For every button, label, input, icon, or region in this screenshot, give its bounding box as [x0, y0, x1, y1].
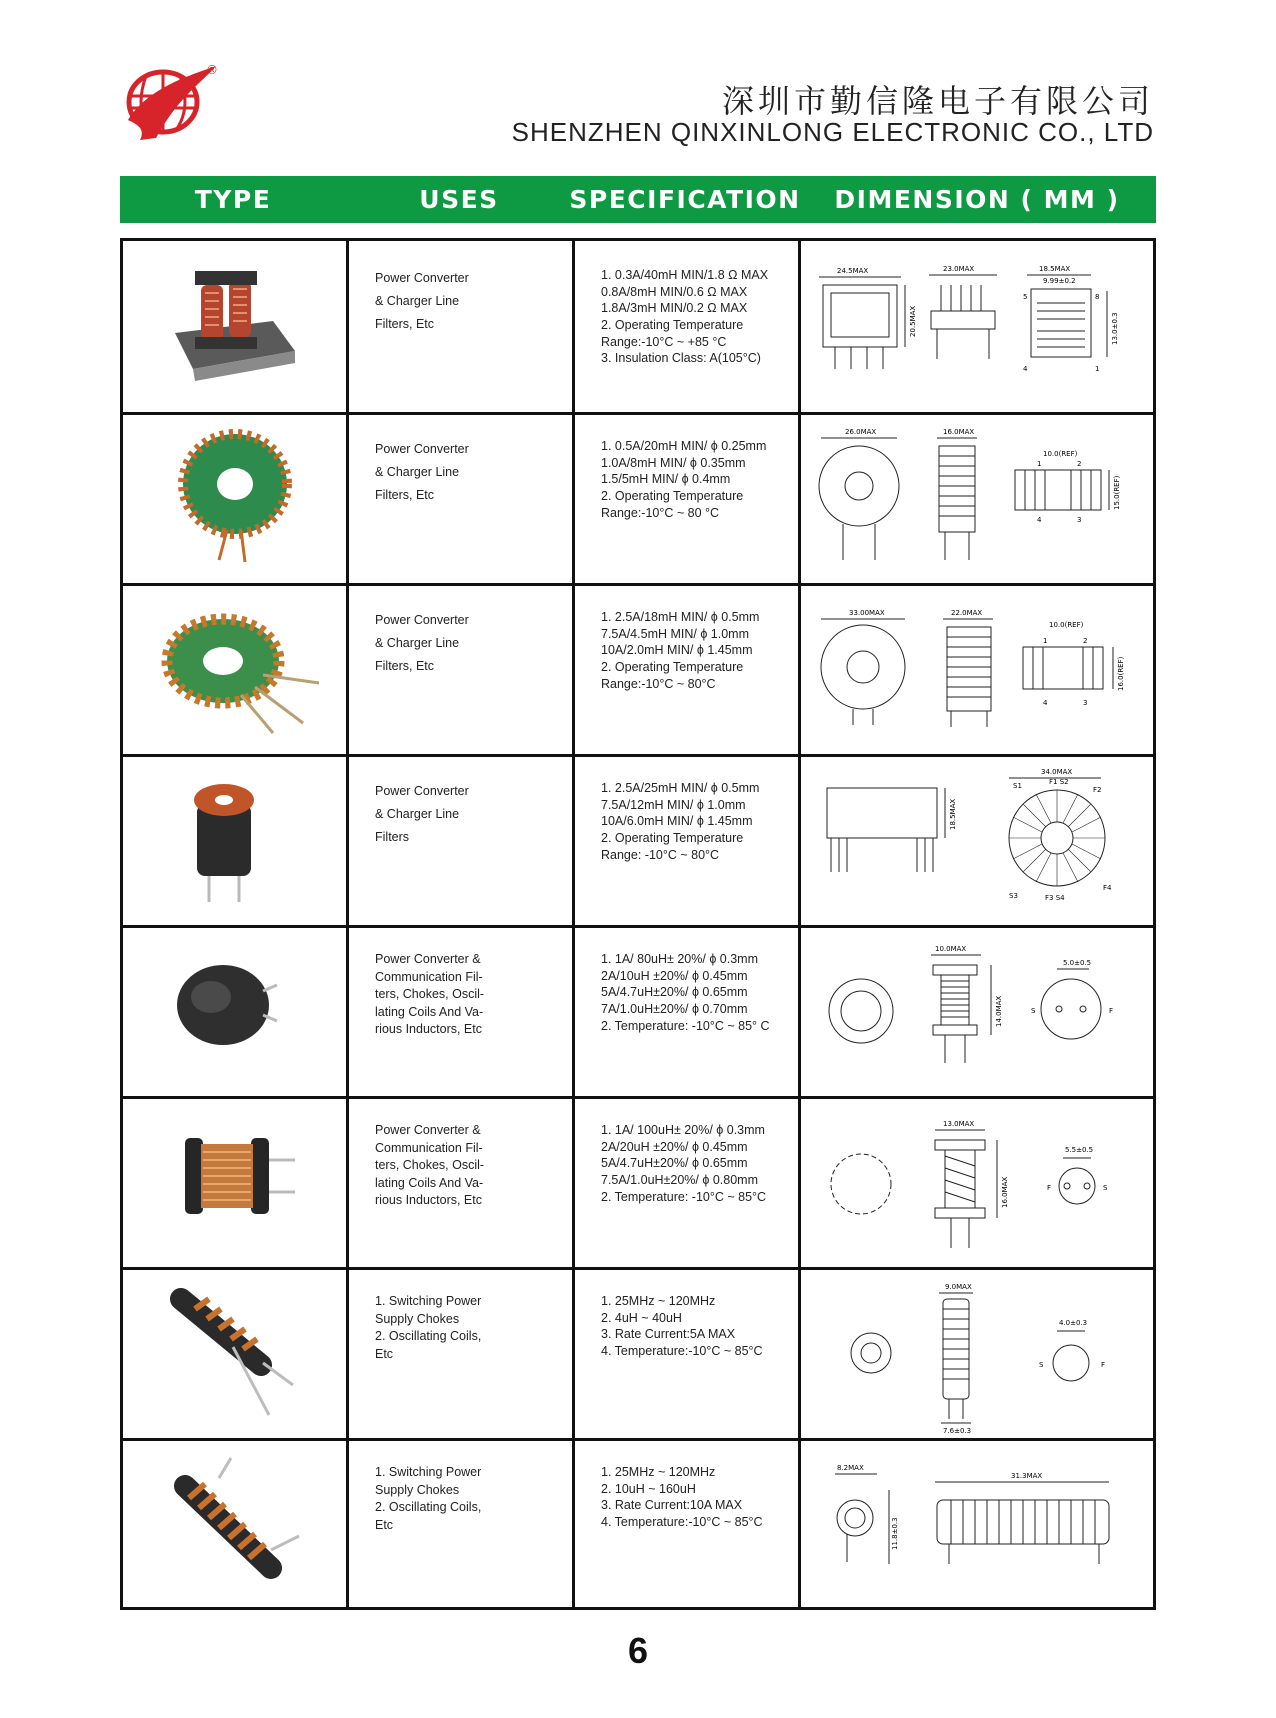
- dim-label: 24.5MAX: [837, 267, 869, 275]
- table-row: [123, 1267, 1153, 1441]
- pin-label: F: [1101, 1361, 1106, 1369]
- column-header-dimension: DIMENSION ( MM ): [834, 185, 1120, 214]
- dim-label: 20.5MAX: [909, 305, 917, 337]
- table-row: [123, 583, 1153, 757]
- product-photo-cell: [123, 412, 349, 583]
- spec-cell: [575, 1096, 801, 1267]
- dim-label: 9.0MAX: [945, 1283, 972, 1291]
- common-mode-choke-photo: [123, 241, 349, 412]
- pin-label: 4: [1023, 365, 1028, 373]
- spec-cell: [575, 241, 801, 412]
- spec-cell: [575, 754, 801, 925]
- dim-label: 11.8±0.3: [891, 1517, 899, 1550]
- column-header-type: TYPE: [194, 185, 272, 214]
- table-row: [123, 1438, 1153, 1609]
- dim-label: 23.0MAX: [943, 265, 975, 273]
- dim-label: 8.2MAX: [837, 1464, 864, 1472]
- dimension-cell: [801, 412, 1153, 583]
- pin-label: S1: [1013, 782, 1022, 790]
- pin-label: 2: [1083, 637, 1088, 645]
- table-row: [123, 241, 1153, 415]
- product-photo-cell: [123, 925, 349, 1096]
- dim-label: 22.0MAX: [951, 609, 983, 617]
- uses-text: Power Converter & Communication Fil- ters, Chokes, Oscil- lating Coils And Va- rious Inductors, Etc: [375, 1123, 485, 1207]
- dim-label: 5.0±0.5: [1063, 959, 1092, 967]
- uses-cell: [349, 1267, 575, 1438]
- rod-choke-photo: [123, 1438, 349, 1609]
- company-logo-icon: [118, 58, 228, 146]
- pin-label: F1 S2: [1049, 778, 1069, 786]
- pin-label: F: [1109, 1007, 1114, 1015]
- dim-label: 16.0(REF): [1117, 656, 1125, 691]
- spec-cell: [575, 1438, 801, 1609]
- dim-label: 7.6±0.3: [943, 1427, 972, 1435]
- product-photo-cell: [123, 1267, 349, 1438]
- pin-label: S: [1031, 1007, 1036, 1015]
- dimension-drawing: [801, 241, 1153, 412]
- uses-cell: [349, 583, 575, 754]
- pin-label: 3: [1083, 699, 1088, 707]
- table-row: [123, 925, 1153, 1099]
- column-header-uses: USES: [419, 185, 499, 214]
- dim-label: 14.0MAX: [995, 995, 1003, 1027]
- dim-label: 26.0MAX: [845, 428, 877, 436]
- copper-drum-inductor-photo: [123, 1096, 349, 1267]
- dim-label: 18.5MAX: [1039, 265, 1071, 273]
- vertical-toroid-photo: [123, 754, 349, 925]
- uses-cell: [349, 241, 575, 412]
- column-header-specification: SPECIFICATION: [569, 185, 801, 214]
- spec-text: 1. 1A/ 100uH± 20%/ ϕ 0.3mm 2A/20uH ±20%/ ϕ 0.45mm 5A/4.7uH±20%/ ϕ 0.65mm 7.5A/1.0uH±20%/ ϕ 0.80mm 2. Temperature: -10°C ~ 85°C: [601, 1123, 767, 1204]
- dimension-cell: [801, 1096, 1153, 1267]
- rod-choke-photo: [123, 1267, 349, 1438]
- spec-text: 1. 0.3A/40mH MIN/1.8 Ω MAX 0.8A/8mH MIN/0.6 Ω MAX 1.8A/3mH MIN/0.2 Ω MAX 2. Operating Temperature Range:-10°C ~ +85 °C 3. Insulation Class: A(105°C): [601, 268, 769, 366]
- table-row: [123, 754, 1153, 928]
- spec-text: 1. 2.5A/25mH MIN/ ϕ 0.5mm 7.5A/12mH MIN/ ϕ 1.0mm 10A/6.0mH MIN/ ϕ 1.45mm 2. Operating Temperature Range: -10°C ~ 80°C: [601, 781, 760, 862]
- product-photo-cell: [123, 241, 349, 412]
- page-number: 6: [627, 1630, 649, 1671]
- dim-label: 10.0MAX: [935, 945, 967, 953]
- spec-text: 1. 25MHz ~ 120MHz 2. 4uH ~ 40uH 3. Rate Current:5A MAX 4. Temperature:-10°C ~ 85°C: [601, 1294, 763, 1358]
- pin-label: 1: [1095, 365, 1100, 373]
- dimension-cell: [801, 754, 1153, 925]
- uses-text: 1. Switching Power Supply Chokes 2. Oscillating Coils, Etc: [375, 1465, 482, 1532]
- pin-label: 8: [1095, 293, 1100, 301]
- dimension-drawing: [801, 925, 1153, 1096]
- product-photo-cell: [123, 754, 349, 925]
- pin-label: F: [1047, 1184, 1052, 1192]
- dim-label: 16.0MAX: [943, 428, 975, 436]
- dim-label: 5.5±0.5: [1065, 1146, 1094, 1154]
- toroid-winding-lines: [1009, 790, 1105, 886]
- dimension-drawing: [801, 754, 1153, 925]
- dim-label: 10.0(REF): [1049, 621, 1084, 629]
- pin-label: 4: [1043, 699, 1048, 707]
- uses-cell: [349, 412, 575, 583]
- spec-text: 1. 2.5A/18mH MIN/ ϕ 0.5mm 7.5A/4.5mH MIN/ ϕ 1.0mm 10A/2.0mH MIN/ ϕ 1.45mm 2. Operating Temperature Range:-10°C ~ 80°C: [601, 610, 760, 691]
- pin-label: S3: [1009, 892, 1018, 900]
- dimension-cell: [801, 1267, 1153, 1438]
- drum-core-inductor-photo: [123, 925, 349, 1096]
- table-row: [123, 1096, 1153, 1270]
- dimension-drawing: [801, 1096, 1153, 1267]
- uses-text: Power Converter & Charger Line Filters, Etc: [375, 613, 469, 674]
- dim-label: 4.0±0.3: [1059, 1319, 1088, 1327]
- dim-label: 10.0(REF): [1043, 450, 1078, 458]
- spec-text: 1. 1A/ 80uH± 20%/ ϕ 0.3mm 2A/10uH ±20%/ ϕ 0.45mm 5A/4.7uH±20%/ ϕ 0.65mm 7A/1.0uH±20%/ ϕ 0.70mm 2. Temperature: -10°C ~ 85° C: [601, 952, 770, 1033]
- pin-label: F4: [1103, 884, 1112, 892]
- dimension-cell: [801, 583, 1153, 754]
- pin-label: S: [1103, 1184, 1108, 1192]
- spec-cell: [575, 1267, 801, 1438]
- uses-cell: [349, 925, 575, 1096]
- pin-label: 3: [1077, 516, 1082, 524]
- toroidal-choke-photo: [123, 583, 349, 754]
- dim-label: 9.99±0.2: [1043, 277, 1076, 285]
- dimension-cell: [801, 1438, 1153, 1609]
- uses-cell: [349, 1096, 575, 1267]
- dim-label: 13.0MAX: [943, 1120, 975, 1128]
- table-row: [123, 412, 1153, 586]
- dim-label: 34.0MAX: [1041, 768, 1073, 776]
- spec-cell: [575, 583, 801, 754]
- dim-label: 33.00MAX: [849, 609, 885, 617]
- dim-label: 15.0(REF): [1113, 475, 1121, 510]
- toroidal-choke-photo: [123, 412, 349, 583]
- uses-text: Power Converter & Charger Line Filters: [375, 784, 469, 845]
- product-photo-cell: [123, 1438, 349, 1609]
- uses-cell: [349, 754, 575, 925]
- registered-mark: ®: [206, 63, 218, 77]
- uses-text: Power Converter & Communication Fil- ters, Chokes, Oscil- lating Coils And Va- rious Inductors, Etc: [375, 952, 485, 1036]
- dimension-drawing: [801, 412, 1153, 583]
- table-header-bar: [120, 176, 1156, 223]
- pin-label: 2: [1077, 460, 1082, 468]
- spec-text: 1. 25MHz ~ 120MHz 2. 10uH ~ 160uH 3. Rate Current:10A MAX 4. Temperature:-10°C ~ 85°C: [601, 1465, 763, 1529]
- uses-cell: [349, 1438, 575, 1609]
- company-name-chinese: 深圳市勤信隆电子有限公司: [721, 82, 1154, 120]
- product-photo-cell: [123, 1096, 349, 1267]
- dim-label: 18.5MAX: [949, 798, 957, 830]
- uses-text: 1. Switching Power Supply Chokes 2. Oscillating Coils, Etc: [375, 1294, 482, 1361]
- pin-label: F3 S4: [1045, 894, 1065, 902]
- pin-label: 4: [1037, 516, 1042, 524]
- spec-text: 1. 0.5A/20mH MIN/ ϕ 0.25mm 1.0A/8mH MIN/ ϕ 0.35mm 1.5/5mH MIN/ ϕ 0.4mm 2. Operating Temperature Range:-10°C ~ 80 °C: [601, 439, 767, 520]
- dimension-cell: [801, 925, 1153, 1096]
- dimension-cell: [801, 241, 1153, 412]
- pin-label: S: [1039, 1361, 1044, 1369]
- pin-label: 1: [1043, 637, 1048, 645]
- product-table: [120, 238, 1156, 1610]
- pin-label: 1: [1037, 460, 1042, 468]
- pin-label: 5: [1023, 293, 1028, 301]
- pin-label: F2: [1093, 786, 1102, 794]
- dimension-drawing: [801, 1438, 1153, 1609]
- spec-cell: [575, 925, 801, 1096]
- product-photo-cell: [123, 583, 349, 754]
- uses-text: Power Converter & Charger Line Filters, Etc: [375, 442, 469, 503]
- dimension-drawing: [801, 1267, 1153, 1438]
- dim-label: 16.0MAX: [1001, 1176, 1009, 1208]
- dim-label: 31.3MAX: [1011, 1472, 1043, 1480]
- dim-label: 13.0±0.3: [1111, 312, 1119, 345]
- uses-text: Power Converter & Charger Line Filters, Etc: [375, 271, 469, 332]
- company-name-english: SHENZHEN QINXINLONG ELECTRONIC CO., LTD: [511, 117, 1154, 147]
- spec-cell: [575, 412, 801, 583]
- dimension-drawing: [801, 583, 1153, 754]
